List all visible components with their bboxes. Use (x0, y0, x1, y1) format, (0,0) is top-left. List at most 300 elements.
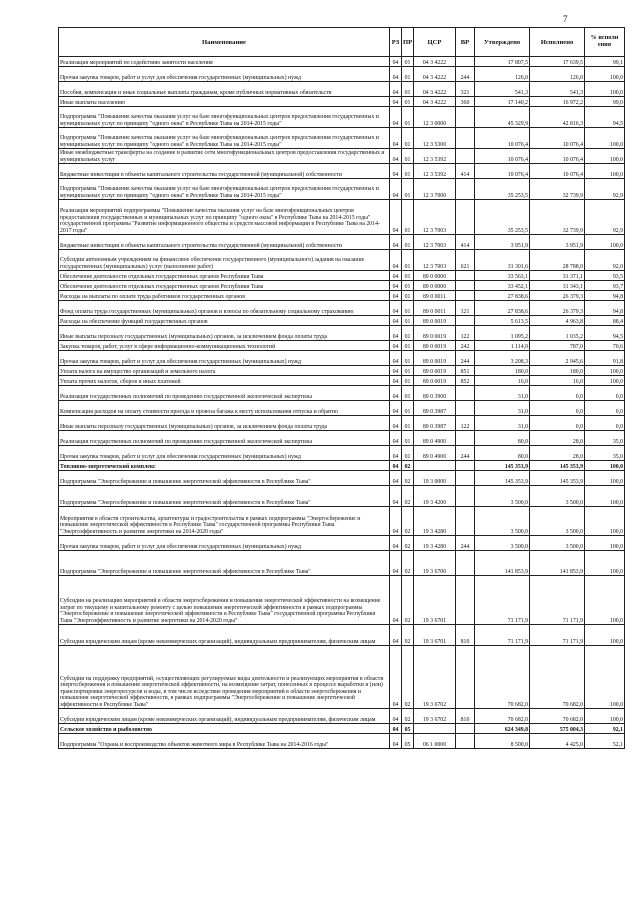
cell-vr: 852 (456, 376, 475, 386)
cell-vr (456, 200, 475, 235)
cell-pr: 02 (402, 709, 414, 724)
table-row (59, 386, 625, 401)
cell-percent: 100,0 (585, 149, 625, 164)
cell-approved: 27 838,6 (475, 291, 530, 301)
cell-name: Обеспечение деятельности отдельных государственных органов Республики Тыва (59, 271, 390, 281)
cell-name: Прочая закупка товаров, работ и услуг для обеспечения государственных (муниципальных) нужд (59, 67, 390, 82)
cell-csr: 12 3 0000 (414, 107, 456, 128)
cell-name: Расходы на выплаты по оплате труда работников государственных органов (59, 291, 390, 301)
cell-pr: 01 (402, 401, 414, 416)
cell-pr: 01 (402, 291, 414, 301)
table-row (59, 431, 625, 446)
cell-pr: 01 (402, 281, 414, 291)
cell-csr: 89 0 4900 (414, 431, 456, 446)
cell-approved: 31 301,6 (475, 250, 530, 271)
cell-pr: 05 (402, 734, 414, 749)
cell-percent: 100,0 (585, 376, 625, 386)
cell-name: Реализация государственных полномочий по проведению государственной экологической экспертизы (59, 431, 390, 446)
cell-approved: 1 114,0 (475, 341, 530, 351)
table-row (59, 107, 625, 128)
cell-name: Субсидии юридическим лицам (кроме некоммерческих организаций), индивидуальным предпринимателям, физическим лицам (59, 625, 390, 646)
cell-vr (456, 271, 475, 281)
cell-executed: 3 500,0 (530, 507, 585, 536)
cell-name: Подпрограмма "Повышение качества оказания услуг на базе многофункциональных центров предоставления государственных и муниципальных услуг по принципу "одного окна" в Республике Тыва на 2014-2015 годы" (59, 107, 390, 128)
cell-percent: 88,4 (585, 316, 625, 326)
table-row (59, 709, 625, 724)
cell-percent: 99,1 (585, 57, 625, 67)
cell-csr: 89 0 0019 (414, 316, 456, 326)
cell-percent: 100,0 (585, 128, 625, 149)
cell-vr (456, 57, 475, 67)
cell-approved: 33 452,1 (475, 281, 530, 291)
cell-percent: 0,0 (585, 401, 625, 416)
cell-csr: 89 0 3900 (414, 386, 456, 401)
cell-executed: 71 171,9 (530, 576, 585, 625)
cell-csr (414, 724, 456, 734)
cell-rz: 04 (390, 416, 402, 431)
cell-csr: 04 3 4222 (414, 97, 456, 107)
cell-csr: 89 0 0000 (414, 281, 456, 291)
cell-vr: 360 (456, 97, 475, 107)
cell-rz: 04 (390, 471, 402, 486)
cell-csr: 12 3 7000 (414, 179, 456, 200)
cell-pr: 01 (402, 301, 414, 316)
cell-csr: 19 3 4280 (414, 507, 456, 536)
cell-csr: 04 3 4222 (414, 67, 456, 82)
cell-csr: 12 3 5392 (414, 164, 456, 179)
header-name: Наименование (59, 28, 390, 57)
cell-rz: 04 (390, 724, 402, 734)
cell-name: Реализация государственных полномочий по проведению государственной экологической экспертизы (59, 386, 390, 401)
table-row (59, 734, 625, 749)
cell-vr: 321 (456, 82, 475, 97)
cell-pr: 01 (402, 149, 414, 164)
table-row (59, 149, 625, 164)
cell-name: Пособия, компенсации и иные социальные выплаты гражданам, кроме публичных нормативных обязательств (59, 82, 390, 97)
cell-name: Закупка товаров, работ, услуг в сфере информационно-коммуникационных технологий (59, 341, 390, 351)
cell-name: Реализация мероприятий подпрограммы "Повышение качества оказания услуг на базе многофункциональных центров предоставления государственных и муниципальных услуг по принципу "одного окна" в Республике Тыва на 2014-2015 годы" государственной программы "Развитие информационного общества и средств массовой информации в Республике Тыва на 2014-2017 годы" (59, 200, 390, 235)
cell-percent: 100,0 (585, 366, 625, 376)
cell-vr (456, 461, 475, 471)
cell-pr: 01 (402, 316, 414, 326)
cell-executed: 32 739,9 (530, 179, 585, 200)
cell-csr: 19 3 6701 (414, 576, 456, 625)
cell-vr: 122 (456, 416, 475, 431)
cell-pr: 02 (402, 646, 414, 709)
cell-pr: 01 (402, 326, 414, 341)
cell-vr (456, 551, 475, 576)
table-row (59, 97, 625, 107)
cell-pr: 01 (402, 97, 414, 107)
cell-rz: 04 (390, 271, 402, 281)
cell-pr: 01 (402, 416, 414, 431)
cell-executed: 42 816,3 (530, 107, 585, 128)
table-row (59, 57, 625, 67)
cell-vr: 244 (456, 351, 475, 366)
cell-pr: 01 (402, 376, 414, 386)
cell-csr: 89 0 3987 (414, 416, 456, 431)
cell-name: Прочая закупка товаров, работ и услуг для обеспечения государственных (муниципальных) нужд (59, 536, 390, 551)
table-row (59, 461, 625, 471)
cell-name: Субсидии автономным учреждениям на финансовое обеспечение государственного (муниципального) задания на оказание государственных (муниципальных) услуг (выполнение работ) (59, 250, 390, 271)
cell-executed: 1 035,2 (530, 326, 585, 341)
cell-executed: 28,0 (530, 446, 585, 461)
table-row (59, 551, 625, 576)
table-row (59, 341, 625, 351)
cell-rz: 04 (390, 200, 402, 235)
cell-name: Уплата прочих налогов, сборов и иных платежей (59, 376, 390, 386)
cell-executed: 575 004,3 (530, 724, 585, 734)
cell-pr: 01 (402, 341, 414, 351)
header-percent: % исполн ения (585, 28, 625, 57)
table-row (59, 164, 625, 179)
cell-executed: 28,0 (530, 431, 585, 446)
cell-pr: 01 (402, 67, 414, 82)
cell-executed: 145 353,9 (530, 461, 585, 471)
cell-executed: 0,0 (530, 401, 585, 416)
cell-csr: 12 3 7003 (414, 235, 456, 250)
cell-name: Сельское хозяйство и рыболовство (59, 724, 390, 734)
cell-name: Подпрограмма "Повышение качества оказания услуг на базе многофункциональных центров предоставления государственных и муниципальных услуг по принципу "одного окна" в Республике Тыва на 2014-2015 годы" (59, 179, 390, 200)
cell-csr: 04 3 4222 (414, 57, 456, 67)
cell-name: Иные выплаты персоналу государственных (муниципальных) органов, за исключением фонда оплаты труда (59, 416, 390, 431)
cell-executed: 16 972,2 (530, 97, 585, 107)
cell-vr: 810 (456, 625, 475, 646)
cell-vr (456, 149, 475, 164)
table-row (59, 250, 625, 271)
cell-executed: 180,0 (530, 366, 585, 376)
cell-executed: 0,0 (530, 416, 585, 431)
cell-executed: 0,0 (530, 386, 585, 401)
cell-approved: 17 140,2 (475, 97, 530, 107)
cell-percent: 100,0 (585, 625, 625, 646)
cell-rz: 04 (390, 446, 402, 461)
cell-percent: 35,0 (585, 446, 625, 461)
cell-vr: 414 (456, 164, 475, 179)
cell-name: Реализация мероприятий по содействию занятости населения (59, 57, 390, 67)
cell-pr: 02 (402, 551, 414, 576)
cell-pr: 01 (402, 200, 414, 235)
cell-executed: 541,3 (530, 82, 585, 97)
cell-percent: 94,5 (585, 326, 625, 341)
cell-percent: 70,6 (585, 341, 625, 351)
cell-pr: 05 (402, 724, 414, 734)
table-row (59, 401, 625, 416)
table-row (59, 301, 625, 316)
cell-rz: 04 (390, 386, 402, 401)
cell-name: Фонд оплаты труда государственных (муниципальных) органов и взносы по обязательному социальному страхованию (59, 301, 390, 316)
cell-approved: 35 253,5 (475, 200, 530, 235)
table-row (59, 646, 625, 709)
table-row (59, 281, 625, 291)
cell-csr: 06 1 0000 (414, 734, 456, 749)
cell-vr: 121 (456, 301, 475, 316)
cell-pr: 01 (402, 431, 414, 446)
cell-percent: 94,8 (585, 301, 625, 316)
cell-pr: 02 (402, 486, 414, 507)
cell-vr: 244 (456, 536, 475, 551)
cell-approved: 17 807,5 (475, 57, 530, 67)
cell-vr (456, 431, 475, 446)
cell-rz: 04 (390, 107, 402, 128)
cell-percent: 100,0 (585, 551, 625, 576)
cell-approved: 70 682,0 (475, 709, 530, 724)
cell-vr (456, 291, 475, 301)
cell-csr: 12 3 5392 (414, 149, 456, 164)
cell-rz: 04 (390, 250, 402, 271)
table-row (59, 326, 625, 341)
cell-csr: 12 3 7003 (414, 250, 456, 271)
cell-pr: 01 (402, 250, 414, 271)
cell-percent: 100,0 (585, 507, 625, 536)
cell-percent: 0,0 (585, 386, 625, 401)
cell-vr (456, 507, 475, 536)
cell-executed: 26 379,3 (530, 291, 585, 301)
cell-executed: 4 963,8 (530, 316, 585, 326)
cell-executed: 4 425,0 (530, 734, 585, 749)
cell-approved: 145 353,9 (475, 461, 530, 471)
cell-pr: 01 (402, 271, 414, 281)
cell-csr: 04 3 4222 (414, 82, 456, 97)
cell-rz: 04 (390, 82, 402, 97)
cell-pr: 02 (402, 625, 414, 646)
cell-csr: 19 3 4200 (414, 486, 456, 507)
cell-approved: 45 329,9 (475, 107, 530, 128)
cell-vr (456, 128, 475, 149)
cell-pr: 01 (402, 446, 414, 461)
cell-pr: 01 (402, 82, 414, 97)
cell-approved: 3 951,9 (475, 235, 530, 250)
cell-approved: 145 353,9 (475, 471, 530, 486)
cell-rz: 04 (390, 431, 402, 446)
cell-approved: 33 563,1 (475, 271, 530, 281)
cell-executed: 10 076,4 (530, 149, 585, 164)
cell-percent: 100,0 (585, 461, 625, 471)
cell-rz: 04 (390, 164, 402, 179)
cell-name: Иные выплаты персоналу государственных (муниципальных) органов, за исключением фонда оплаты труда (59, 326, 390, 341)
cell-name: Обеспечение деятельности отдельных государственных органов Республики Тыва (59, 281, 390, 291)
cell-approved: 27 838,6 (475, 301, 530, 316)
cell-csr: 89 0 0011 (414, 301, 456, 316)
cell-pr: 02 (402, 576, 414, 625)
cell-pr: 01 (402, 179, 414, 200)
table-row (59, 82, 625, 97)
cell-approved: 3 208,3 (475, 351, 530, 366)
cell-vr: 244 (456, 67, 475, 82)
cell-csr: 89 0 4900 (414, 446, 456, 461)
cell-csr: 89 0 0019 (414, 341, 456, 351)
table-row (59, 316, 625, 326)
cell-rz: 04 (390, 376, 402, 386)
cell-percent: 99,0 (585, 97, 625, 107)
cell-approved: 31,0 (475, 401, 530, 416)
cell-name: Уплата налога на имущество организаций и земельного налога (59, 366, 390, 376)
cell-rz: 04 (390, 67, 402, 82)
cell-rz: 04 (390, 536, 402, 551)
cell-name: Прочая закупка товаров, работ и услуг для обеспечения государственных (муниципальных) нужд (59, 446, 390, 461)
table-row (59, 446, 625, 461)
cell-approved: 10 076,4 (475, 149, 530, 164)
cell-executed: 3 951,9 (530, 235, 585, 250)
cell-name: Субсидии юридическим лицам (кроме некоммерческих организаций), индивидуальным предпринимателям, физическим лицам (59, 709, 390, 724)
table-row (59, 128, 625, 149)
cell-rz: 04 (390, 366, 402, 376)
table-row (59, 179, 625, 200)
table-row (59, 471, 625, 486)
cell-percent: 92,9 (585, 200, 625, 235)
cell-name: Иные выплаты населению (59, 97, 390, 107)
cell-csr: 89 0 3987 (414, 401, 456, 416)
table-row (59, 235, 625, 250)
table-row (59, 486, 625, 507)
cell-approved: 16,0 (475, 376, 530, 386)
cell-approved: 180,0 (475, 366, 530, 376)
table-header-row (59, 28, 625, 57)
cell-approved: 3 500,0 (475, 486, 530, 507)
cell-executed: 3 500,0 (530, 536, 585, 551)
cell-percent: 91,8 (585, 351, 625, 366)
cell-csr: 19 3 6702 (414, 646, 456, 709)
cell-rz: 04 (390, 486, 402, 507)
cell-vr (456, 281, 475, 291)
cell-vr (456, 724, 475, 734)
cell-vr (456, 646, 475, 709)
cell-csr: 19 3 6702 (414, 709, 456, 724)
cell-executed: 126,0 (530, 67, 585, 82)
cell-approved: 31,0 (475, 386, 530, 401)
cell-executed: 28 788,0 (530, 250, 585, 271)
cell-csr: 89 0 0019 (414, 326, 456, 341)
cell-rz: 04 (390, 646, 402, 709)
cell-rz: 04 (390, 316, 402, 326)
cell-name: Бюджетные инвестиции в объекты капитального строительства государственной (муниципальной) собственности (59, 235, 390, 250)
cell-rz: 04 (390, 341, 402, 351)
table-row (59, 724, 625, 734)
cell-vr (456, 316, 475, 326)
cell-approved: 1 095,2 (475, 326, 530, 341)
cell-vr (456, 486, 475, 507)
header-csr: ЦСР (414, 28, 456, 57)
cell-approved: 3 500,0 (475, 536, 530, 551)
cell-name: Подпрограмма "Энергосбережение и повышение энергетической эффективности в Республике Тыва" (59, 551, 390, 576)
cell-name: Подпрограмма "Повышение качества оказания услуг на базе многофункциональных центров предоставления государственных и муниципальных услуг по принципу "одного окна" в Республике Тыва на 2014-2015 годы" (59, 128, 390, 149)
cell-approved: 141 853,9 (475, 551, 530, 576)
table-row (59, 271, 625, 281)
cell-rz: 04 (390, 149, 402, 164)
cell-name: Бюджетные инвестиции в объекты капитального строительства государственной (муниципальной) собственности (59, 164, 390, 179)
cell-rz: 04 (390, 281, 402, 291)
cell-executed: 71 171,9 (530, 625, 585, 646)
cell-percent: 93,7 (585, 281, 625, 291)
cell-approved: 10 076,4 (475, 128, 530, 149)
cell-approved: 80,0 (475, 446, 530, 461)
cell-percent: 100,0 (585, 164, 625, 179)
cell-rz: 04 (390, 57, 402, 67)
cell-name: Топливно-энергетический комплекс (59, 461, 390, 471)
cell-csr: 19 3 0000 (414, 471, 456, 486)
cell-name: Компенсация расходов на оплату стоимости проезда и провоза багажа к месту использования отпуска и обратно (59, 401, 390, 416)
cell-csr: 12 3 5300 (414, 128, 456, 149)
cell-pr: 01 (402, 57, 414, 67)
cell-rz: 04 (390, 301, 402, 316)
cell-percent: 100,0 (585, 709, 625, 724)
cell-pr: 01 (402, 107, 414, 128)
cell-percent: 100,0 (585, 576, 625, 625)
cell-csr (414, 461, 456, 471)
cell-executed: 141 853,9 (530, 551, 585, 576)
cell-executed: 17 639,5 (530, 57, 585, 67)
cell-executed: 145 353,9 (530, 471, 585, 486)
cell-approved: 541,3 (475, 82, 530, 97)
cell-approved: 8 500,0 (475, 734, 530, 749)
page-number: 7 (563, 14, 568, 24)
cell-csr: 89 0 0019 (414, 366, 456, 376)
cell-executed: 31 343,1 (530, 281, 585, 291)
header-rz: РЗ (390, 28, 402, 57)
cell-percent: 93,5 (585, 271, 625, 281)
cell-approved: 10 076,4 (475, 164, 530, 179)
cell-rz: 04 (390, 97, 402, 107)
cell-vr: 810 (456, 709, 475, 724)
cell-pr: 02 (402, 536, 414, 551)
cell-csr: 89 0 0019 (414, 351, 456, 366)
cell-rz: 04 (390, 235, 402, 250)
cell-approved: 31,0 (475, 416, 530, 431)
cell-vr (456, 471, 475, 486)
cell-pr: 01 (402, 235, 414, 250)
cell-name: Иные межбюджетные трансферты на создание и развитие сети многофункциональных центров предоставления государственных и муниципальных услуг (59, 149, 390, 164)
cell-executed: 10 076,4 (530, 164, 585, 179)
cell-name: Субсидии на реализацию мероприятий в области энергосбережения и повышения энергетической эффективности на возмещение затрат по текущему и капитальному ремонту с целью повышения энергетической эффективности в рамках подпрограммы "Энергосбережение и повышение энергетической эффективности в Республике Тыва" государственной программы Республики Тыва "Энергоэффективность и развитие энергетики на 2014-2020 годы" (59, 576, 390, 625)
cell-pr: 01 (402, 366, 414, 376)
cell-percent: 100,0 (585, 486, 625, 507)
budget-execution-table (58, 27, 624, 749)
cell-vr: 244 (456, 446, 475, 461)
cell-csr: 19 3 4280 (414, 536, 456, 551)
cell-name: Расходы на обеспечение функций государственных органов (59, 316, 390, 326)
cell-name: Прочая закупка товаров, работ и услуг для обеспечения государственных (муниципальных) нужд (59, 351, 390, 366)
cell-csr: 89 0 0000 (414, 271, 456, 281)
cell-percent: 100,0 (585, 235, 625, 250)
cell-csr: 89 0 0011 (414, 291, 456, 301)
table-body (59, 57, 625, 749)
cell-name: Подпрограмма "Энергосбережение и повышение энергетической эффективности в Республике Тыва" (59, 486, 390, 507)
cell-vr (456, 386, 475, 401)
cell-rz: 04 (390, 351, 402, 366)
cell-vr (456, 179, 475, 200)
header-pr: ПР (402, 28, 414, 57)
cell-rz: 04 (390, 709, 402, 724)
cell-csr: 89 0 0019 (414, 376, 456, 386)
cell-approved: 5 613,5 (475, 316, 530, 326)
cell-approved: 71 171,9 (475, 576, 530, 625)
cell-approved: 35 253,5 (475, 179, 530, 200)
cell-csr: 19 3 6700 (414, 551, 456, 576)
cell-pr: 01 (402, 386, 414, 401)
cell-name: Мероприятия в области строительства, архитектуры и градостроительства в рамках подпрограммы "Энергосбережение и повышение энергетической эффективности в Республике Тыва" государственной программы Республики Тыва "Энергоэффективность и развитие энергетики на 2014-2020 годы" (59, 507, 390, 536)
cell-executed: 70 682,0 (530, 709, 585, 724)
cell-vr (456, 107, 475, 128)
cell-approved: 71 171,9 (475, 625, 530, 646)
cell-pr: 02 (402, 471, 414, 486)
table-row (59, 536, 625, 551)
cell-executed: 70 682,0 (530, 646, 585, 709)
cell-rz: 04 (390, 551, 402, 576)
cell-percent: 52,1 (585, 734, 625, 749)
cell-percent: 94,5 (585, 107, 625, 128)
cell-approved: 624 349,8 (475, 724, 530, 734)
cell-pr: 01 (402, 164, 414, 179)
